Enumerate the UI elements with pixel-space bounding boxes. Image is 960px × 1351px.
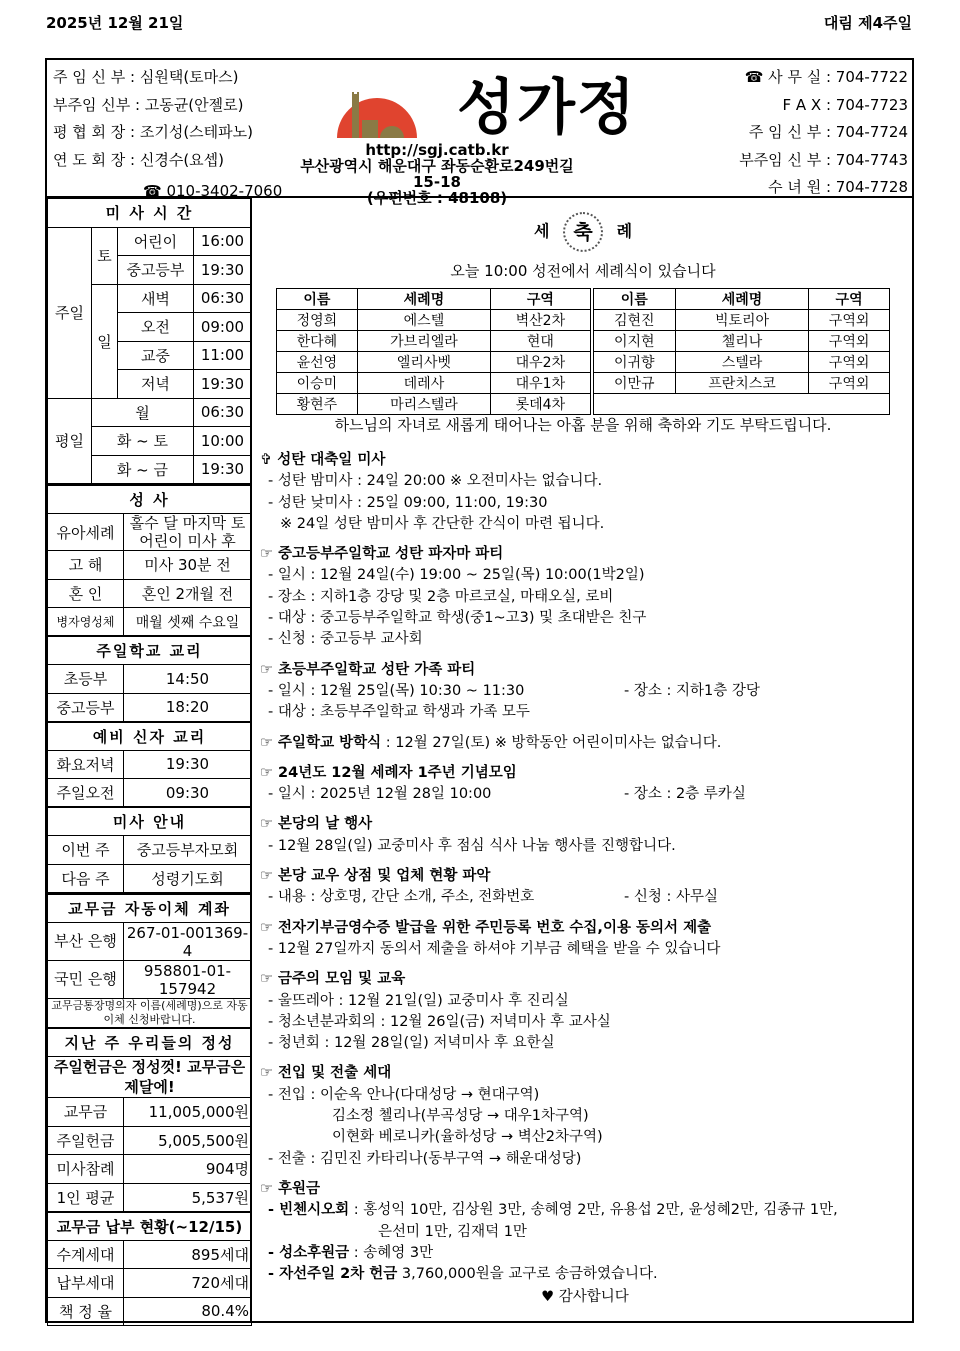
announcement-title: ☞ 본당 교우 상점 및 업체 현황 파악 — [260, 868, 491, 885]
announcement-business-survey — [260, 866, 910, 909]
section-title: 미 사 시 간 — [48, 199, 252, 228]
column-header: 구역 — [491, 289, 592, 310]
row-value: 5,005,500원 — [124, 1126, 252, 1155]
liturgical-season: 대림 제4주일 — [823, 14, 912, 32]
column-header: 세례명 — [357, 289, 490, 310]
row-key: 중고등부 — [48, 693, 124, 722]
announcement-meetings — [260, 969, 910, 1054]
cell: 벽산2차 — [491, 310, 592, 331]
cell: 첼리나 — [675, 331, 808, 352]
baptism-table — [276, 288, 890, 415]
row-key: 수계세대 — [48, 1240, 124, 1269]
address: 부산광역시 해운대구 좌동순환로249번길 15-18 — [300, 157, 574, 191]
announcement-line: - 성탄 낮미사 : 25일 09:00, 11:00, 19:30 — [268, 494, 548, 511]
weekday-label: 평일 — [48, 398, 92, 484]
mass-name: 월 — [92, 398, 194, 427]
announcement-title: ☞ 후원금 — [260, 1180, 321, 1197]
row-value: 80.4% — [124, 1297, 252, 1326]
cell: 대우2차 — [491, 352, 592, 373]
row-key: 혼 인 — [48, 579, 124, 608]
row-key: 병자영성체 — [48, 608, 124, 637]
announcement-line: - 일시 : 2025년 12월 28일 10:00 — [268, 786, 492, 803]
mass-time: 19:30 — [193, 455, 251, 484]
column-header: 구역 — [809, 289, 890, 310]
mass-time: 19:30 — [193, 370, 251, 399]
announcement-line: 이현화 베로니카(율하성당 → 벽산2차구역) — [332, 1129, 603, 1146]
table-row — [277, 310, 890, 331]
cell: 프란치스코 — [675, 373, 808, 394]
row-value: 성령기도회 — [124, 864, 252, 893]
cell: 이만규 — [592, 373, 676, 394]
row-value: 5,537원 — [124, 1183, 252, 1212]
announcement-vacation — [260, 733, 910, 754]
cell: 이지현 — [592, 331, 676, 352]
announcement-line: 김소정 첼리나(부곡성당 → 대우1차구역) — [332, 1108, 589, 1125]
mass-name: 어린이 — [118, 227, 194, 256]
baptism-title — [254, 212, 912, 252]
table-row — [277, 331, 890, 352]
left-sidebar — [47, 198, 252, 1323]
top-line — [46, 10, 912, 32]
transfer-note: 교무금통장명의자 이름(세례명)으로 자동이체 신청바랍니다. — [48, 999, 252, 1029]
announcement-line: - 청소년분과회의 : 12월 26일(금) 저녁미사 후 교사실 — [268, 1013, 611, 1030]
section-title: 예비 신자 교리 — [48, 722, 252, 751]
cell: 구역외 — [809, 352, 890, 373]
title-char: 례 — [616, 221, 633, 241]
announcement-donation-receipt — [260, 918, 910, 961]
announcement-line: - 장소 : 지하1층 강당 — [624, 682, 760, 699]
sacraments-table — [47, 484, 252, 893]
row-key: 1인 평균 — [48, 1183, 124, 1212]
thanks-line: ♥ 감사합니다 — [541, 1289, 629, 1306]
announcement-title: ☞ 중고등부주일학교 성탄 파자마 파티 — [260, 546, 504, 563]
baptism-subtitle: 오늘 10:00 성전에서 세례식이 있습니다 — [450, 262, 716, 280]
mass-name: 저녁 — [118, 370, 194, 399]
section-title: 지난 주 우리들의 정성 — [48, 1028, 252, 1057]
announcement-line: - 대상 : 초등부주일학교 학생과 가족 모두 — [268, 704, 530, 721]
issue-date: 2025년 12월 21일 — [46, 14, 184, 32]
announcement-line: - 신청 : 사무실 — [624, 889, 718, 906]
donation-value: : 송혜영 3만 — [349, 1244, 434, 1261]
announcement-title: ☞ 초등부주일학교 성탄 가족 파티 — [260, 661, 476, 678]
mass-time: 16:00 — [193, 227, 251, 256]
row-value: 중고등부자모회 — [124, 836, 252, 865]
announcement-parish-day — [260, 814, 910, 857]
cell: 이귀향 — [592, 352, 676, 373]
announcement-line: 은선미 1만, 김재덕 1만 — [378, 1223, 527, 1240]
row-value: 904명 — [124, 1155, 252, 1184]
mass-name: 화 ~ 금 — [92, 455, 194, 484]
cell: 가브리엘라 — [357, 331, 490, 352]
announcement-line: - 청년회 : 12월 28일(일) 저녁미사 후 요한실 — [268, 1035, 555, 1052]
contact-row: 부주임 신 부 : 704-7743 — [739, 150, 908, 169]
mass-time: 09:00 — [193, 313, 251, 342]
announcement-title: ☞ 전자기부금영수증 발급을 위한 주민등록 번호 수집,이용 동의서 제출 — [260, 919, 712, 936]
staff-list — [53, 64, 283, 200]
announcement-title: ☞ 전입 및 전출 세대 — [260, 1065, 392, 1082]
announcements — [260, 450, 910, 1318]
column-header: 이름 — [277, 289, 358, 310]
announcement-line: - 장소 : 지하1층 강당 및 2층 마르코실, 마태오실, 로비 — [268, 588, 614, 605]
mass-time: 19:30 — [193, 256, 251, 285]
cell: 정영희 — [277, 310, 358, 331]
donation-value: 3,760,000원을 교구로 송금하였습니다. — [397, 1266, 658, 1283]
mass-name: 중고등부 — [118, 256, 194, 285]
account-number[interactable]: 267-01-001369-4 — [124, 923, 252, 961]
announcement-donations — [260, 1179, 910, 1309]
saturday-label: 토 — [92, 227, 118, 284]
row-value: 매월 셋째 수요일 — [124, 608, 252, 637]
row-key: 주일오전 — [48, 779, 124, 808]
row-value: 미사 30분 전 — [124, 551, 252, 580]
cell: 구역외 — [809, 310, 890, 331]
section-title: 교무금 자동이체 계좌 — [48, 894, 252, 923]
announcement-line: - 울뜨레아 : 12월 21일(일) 교중미사 후 진리실 — [268, 992, 569, 1009]
announcement-anniversary — [260, 763, 910, 806]
cell: 황현주 — [277, 394, 358, 415]
row-key: 다음 주 — [48, 864, 124, 893]
announcement-kids-party — [260, 660, 910, 724]
church-logo-icon — [322, 62, 432, 142]
announcement-household-moves — [260, 1063, 910, 1169]
table-row — [277, 352, 890, 373]
cell: 김현진 — [592, 310, 676, 331]
announcement-christmas-mass — [260, 450, 910, 535]
row-value: 09:30 — [124, 779, 252, 808]
row-value: 14:50 — [124, 665, 252, 694]
title-char: 세 — [533, 221, 550, 241]
row-key: 주일헌금 — [48, 1126, 124, 1155]
mass-time: 06:30 — [193, 284, 251, 313]
cell: 한다혜 — [277, 331, 358, 352]
donation-value: : 홍성익 10만, 김상원 3만, 송혜영 2만, 유용섭 2만, 윤성혜2만, 김종규 1만, — [349, 1202, 838, 1219]
row-key: 화요저녁 — [48, 750, 124, 779]
mass-schedule-table — [47, 198, 252, 484]
sunday-label: 주일 — [48, 227, 92, 398]
row-value: 11,005,000원 — [124, 1098, 252, 1127]
announcement-line: ※ 24일 성탄 밤미사 후 간단한 간식이 마련 됩니다. — [280, 515, 605, 532]
row-value: 19:30 — [124, 750, 252, 779]
cell: 에스텔 — [357, 310, 490, 331]
announcement-line: : 12월 27일(토) ※ 방학동안 어린이미사는 없습니다. — [381, 734, 722, 751]
contact-row: 주 임 신 부 : 704-7724 — [748, 123, 908, 141]
row-key: 이번 주 — [48, 836, 124, 865]
announcement-title: ✞ 성탄 대축일 미사 — [260, 452, 386, 468]
cell: 데레사 — [357, 373, 490, 394]
contact-row: F A X : 704-7723 — [782, 95, 908, 114]
announcement-title: ☞ 금주의 모임 및 교육 — [260, 971, 406, 988]
section-title: 주일학교 교리 — [48, 636, 252, 665]
offering-slogan: 주일헌금은 정성껏! 교무금은 제달에! — [48, 1057, 252, 1098]
cell: 대우1차 — [491, 373, 592, 394]
row-key: 납부세대 — [48, 1269, 124, 1298]
mass-name: 교중 — [118, 341, 194, 370]
announcement-line: - 일시 : 12월 25일(목) 10:30 ~ 11:30 — [268, 682, 525, 699]
row-key: 초등부 — [48, 665, 124, 694]
account-number[interactable]: 958801-01-157942 — [124, 961, 252, 999]
cell: 빅토리아 — [675, 310, 808, 331]
cell: 구역외 — [809, 373, 890, 394]
bulletin-frame — [45, 58, 914, 1323]
row-value: 혼인 2개월 전 — [124, 579, 252, 608]
baptism-note: 하느님의 자녀로 새롭게 태어나는 아홉 분을 위해 축하와 기도 부탁드립니다. — [334, 416, 832, 434]
row-value: 720세대 — [124, 1269, 252, 1298]
staff-row: 연 도 회 장 : 신경수(요셉) — [53, 150, 225, 169]
mass-time: 06:30 — [193, 398, 251, 427]
announcement-line: - 내용 : 상호명, 간단 소개, 주소, 전화번호 — [268, 889, 535, 906]
row-value: 홀수 달 마지막 토 어린이 미사 후 — [124, 514, 252, 551]
bank-name: 부산 은행 — [48, 923, 124, 961]
row-key: 책 정 율 — [48, 1297, 124, 1326]
mass-time: 10:00 — [193, 427, 251, 456]
mass-name: 오전 — [118, 313, 194, 342]
cell: 엘리사벳 — [357, 352, 490, 373]
postal-code: (우편번호 : 48108) — [366, 189, 508, 207]
cell: 스텔라 — [675, 352, 808, 373]
donation-label: - 성소후원금 — [268, 1244, 350, 1261]
mass-name: 새벽 — [118, 284, 194, 313]
announcement-youth-party — [260, 544, 910, 650]
row-value: 18:20 — [124, 693, 252, 722]
donation-label: - 자선주일 2차 헌금 — [268, 1266, 398, 1283]
staff-row: 부주임 신부 : 고동균(안젤로) — [53, 95, 244, 114]
row-key: 미사참례 — [48, 1155, 124, 1184]
cell: 이승미 — [277, 373, 358, 394]
wreath-icon: 축 — [563, 212, 603, 252]
website-link[interactable]: http://sgj.catb.kr — [365, 141, 509, 159]
address-block — [287, 142, 587, 206]
contact-row: ☎ 사 무 실 : 704-7722 — [744, 68, 908, 86]
cell: 윤선영 — [277, 352, 358, 373]
announcement-line: - 신청 : 중고등부 교사회 — [268, 631, 423, 648]
announcement-title: ☞ 24년도 12월 세례자 1주년 기념모임 — [260, 764, 517, 781]
header — [47, 60, 912, 207]
section-title: 교무금 납부 현황(~12/15) — [48, 1212, 252, 1241]
table-row — [277, 394, 890, 415]
announcement-line: - 전출 : 김민진 카타리나(동부구역 → 해운대성당) — [268, 1150, 582, 1167]
bank-name: 국민 은행 — [48, 961, 124, 999]
transfer-table — [47, 893, 252, 1326]
announcement-title: ☞ 본당의 날 행사 — [260, 816, 373, 833]
announcement-line: - 장소 : 2층 루카실 — [624, 786, 746, 803]
table-row — [277, 373, 890, 394]
staff-phone: ☎ 010-3402-7060 — [143, 182, 283, 200]
row-key: 고 해 — [48, 551, 124, 580]
mass-time: 11:00 — [193, 341, 251, 370]
section-title: 미사 안내 — [48, 807, 252, 836]
announcement-line: - 12월 27일까지 동의서 제출을 하셔야 기부금 혜택을 받을 수 있습니다 — [268, 940, 721, 957]
row-value: 895세대 — [124, 1240, 252, 1269]
announcement-title: ☞ 주일학교 방학식 — [260, 734, 382, 751]
row-key: 유아세례 — [48, 514, 124, 551]
contact-row: 수 녀 원 : 704-7728 — [768, 178, 908, 196]
announcement-line: - 전입 : 이순옥 안나(다대성당 → 현대구역) — [268, 1086, 540, 1103]
cell: 롯데4차 — [491, 394, 592, 415]
empty-cell — [592, 394, 890, 415]
announcement-line: - 성탄 밤미사 : 24일 20:00 ※ 오전미사는 없습니다. — [268, 473, 603, 490]
staff-row: 주 임 신 부 : 심원택(토마스) — [53, 68, 239, 86]
mass-name: 화 ~ 토 — [92, 427, 194, 456]
announcement-line: - 일시 : 12월 24일(수) 19:00 ~ 25일(목) 10:00(1박2일) — [268, 567, 645, 584]
cell: 현대 — [491, 331, 592, 352]
sunday-day-label: 일 — [92, 284, 118, 398]
main-content — [254, 198, 912, 1323]
announcement-line: - 12월 28일(일) 교중미사 후 점심 식사 나눔 행사를 진행합니다. — [268, 837, 676, 854]
cell: 마리스텔라 — [357, 394, 490, 415]
staff-row: 평 협 회 장 : 조기성(스테파노) — [53, 123, 253, 141]
column-header: 이름 — [592, 289, 676, 310]
row-key: 교무금 — [48, 1098, 124, 1127]
bulletin-title: 성가정 — [457, 73, 637, 143]
cell: 구역외 — [809, 331, 890, 352]
contact-list — [739, 64, 908, 202]
column-header: 세례명 — [675, 289, 808, 310]
announcement-line: - 대상 : 중고등부주일학교 학생(중1~고3) 및 초대받은 친구 — [268, 610, 647, 627]
section-title: 성 사 — [48, 485, 252, 514]
donation-label: - 빈첸시오회 — [268, 1202, 350, 1219]
